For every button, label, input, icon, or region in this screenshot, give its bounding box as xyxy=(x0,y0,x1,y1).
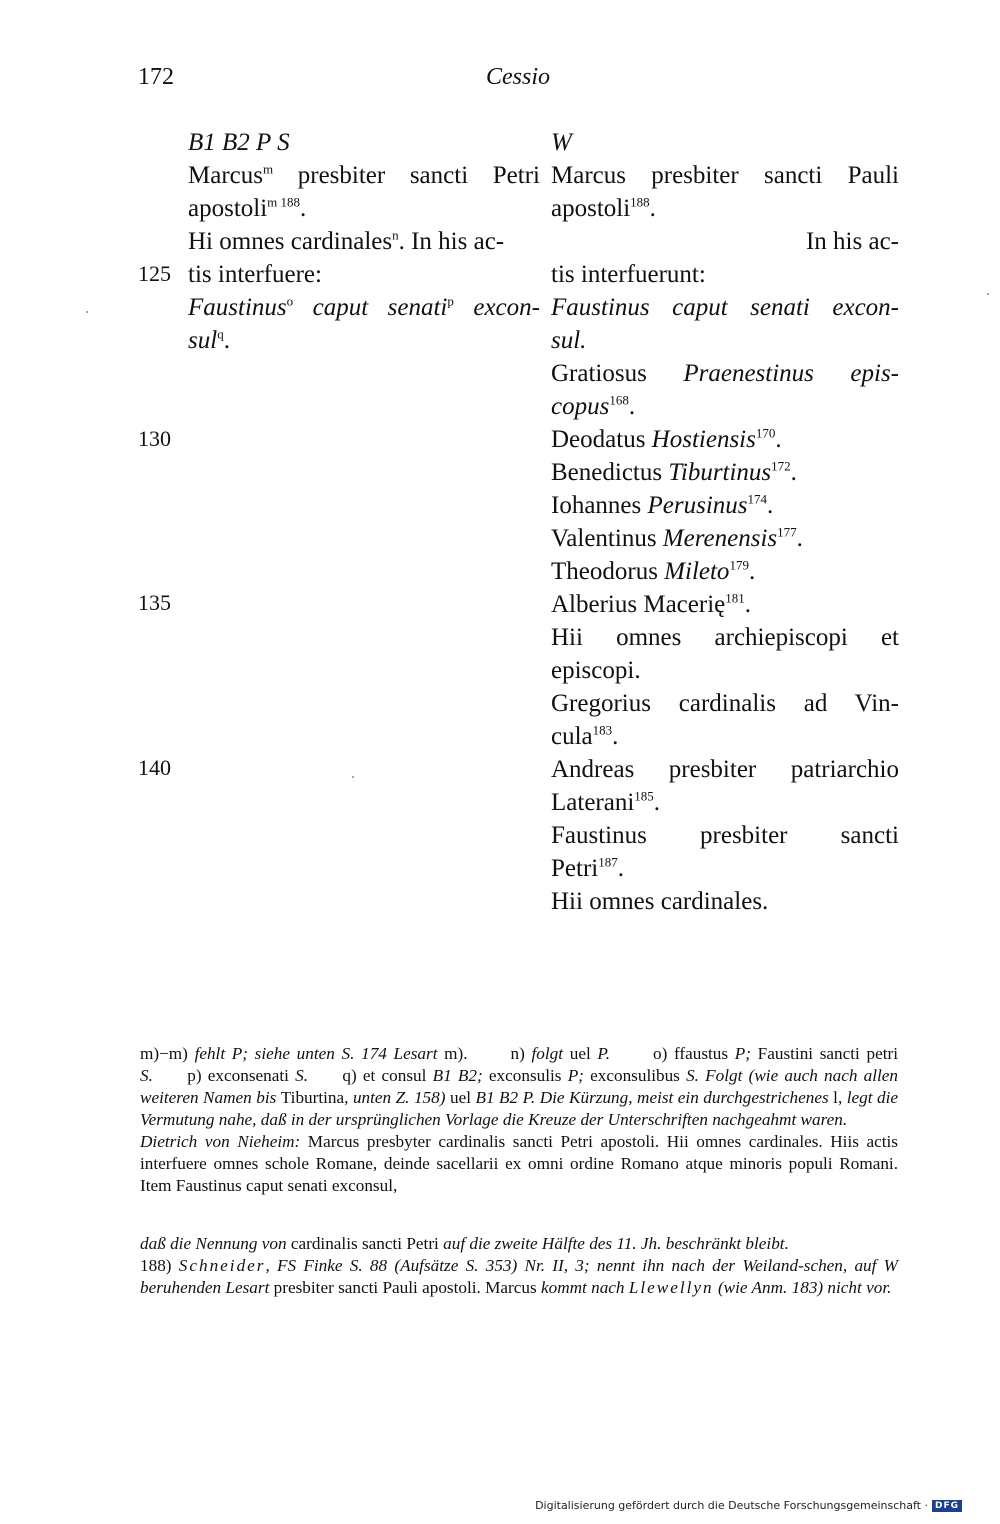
footnote-continuation: daß die Nennung von cardinalis sancti Petri auf die zweite Hälfte des 11. Jh. beschränkt bleibt. xyxy=(140,1234,789,1253)
right-line: apostoli$^{188}$. xyxy=(551,194,656,222)
right-line: Laterani$^{185}$. xyxy=(551,788,661,816)
left-line: apostoli$^{m 188}$. xyxy=(188,194,307,222)
right-line: Faustinus presbiter sancti xyxy=(551,822,899,849)
footnotes xyxy=(140,1233,898,1299)
left-line: Faustinus$^o$ caput senati$^p$ excon- xyxy=(188,293,540,321)
critical-apparatus xyxy=(140,1043,898,1197)
right-line: In his ac- xyxy=(805,228,899,255)
right-line: Benedictus Tiburtinus$^{172}$. xyxy=(551,458,797,486)
line-number-140: 140 xyxy=(138,755,171,780)
right-line: Alberius Macerię$^{181}$. xyxy=(551,590,751,618)
scan-speck xyxy=(987,293,989,295)
right-line: Gratiosus Praenestinus epis- xyxy=(551,360,899,387)
apparatus-paragraph: m)−m) fehlt P; siehe unten S. 174 Lesart m). n) folgt uel P. o) ffaustus P; Faustini sancti petri S. p) exconsenati S. q) et consul B1 B2; exconsulis P; exconsulibus S. Folgt (wie auch nach allen weiteren Namen bis Tiburtina, unten Z. 158) uel B1 B2 P. Die Kürzung, meist ein durchgestrichenes l, legt die Vermutung nahe, daß in der ursprünglichen Vorlage die Kreuze der Unterschriften nachgeahmt waren. xyxy=(140,1044,899,1129)
line-number-125: 125 xyxy=(138,261,171,286)
page-number: 172 xyxy=(138,64,174,90)
left-column xyxy=(188,126,540,357)
left-line: sul$^q$. xyxy=(188,326,230,354)
left-line: Hi omnes cardinales$^n$. In his ac- xyxy=(188,227,505,255)
right-line: episcopi. xyxy=(551,657,641,684)
right-line: Hii omnes cardinales. xyxy=(551,888,769,915)
right-siglum: W xyxy=(551,129,572,156)
dfg-logo: DFG xyxy=(932,1500,962,1512)
credit-text: Digitalisierung gefördert durch die Deutsche Forschungsgemeinschaft · xyxy=(535,1499,928,1512)
left-siglum: B1 B2 P S xyxy=(188,129,290,156)
digitization-credit xyxy=(535,1499,962,1512)
line-number-135: 135 xyxy=(138,590,171,615)
right-line: Iohannes Perusinus$^{174}$. xyxy=(551,491,774,519)
right-line: Theodorus Mileto$^{179}$. xyxy=(551,557,756,585)
scan-speck xyxy=(86,311,88,313)
right-line: Marcus presbiter sancti Pauli xyxy=(551,162,899,189)
right-line: Andreas presbiter patriarchio xyxy=(551,756,899,783)
apparatus-paragraph: Dietrich von Nieheim: Marcus presbyter cardinalis sancti Petri apostoli. Hii omnes cardinales. Hiis actis interfuere omnes schole Romane, deinde sacellarii ex omni ordine Romano atque minoris populi Romani. Item Faustinus caput senati exconsul, xyxy=(140,1132,898,1195)
right-line: Hii omnes archiepiscopi et xyxy=(551,624,899,651)
right-line: Petri$^{187}$. xyxy=(551,854,624,882)
right-line: Valentinus Merenensis$^{177}$. xyxy=(551,524,803,552)
left-line: tis interfuere: xyxy=(188,261,322,288)
right-line: cula$^{183}$. xyxy=(551,722,619,750)
right-line: Gregorius cardinalis ad Vin- xyxy=(551,690,899,717)
running-title: Cessio xyxy=(486,64,551,90)
right-line: Deodatus Hostiensis$^{170}$. xyxy=(551,425,782,453)
right-line: Faustinus caput senati excon- xyxy=(551,294,899,321)
right-column xyxy=(551,126,899,918)
right-line: sul. xyxy=(551,327,587,354)
right-line: tis interfuerunt: xyxy=(551,261,706,288)
scan-speck xyxy=(352,776,354,778)
footnote-188: 188) Schneider, FS Finke S. 88 (Aufsätze S. 353) Nr. II, 3; nennt ihn nach der Weiland-schen, auf W beruhenden Lesart presbiter sancti Pauli apostoli. Marcus kommt nach Llewellyn (wie Anm. 183) nicht vor. xyxy=(140,1256,898,1297)
right-line: copus$^{168}$. xyxy=(551,392,636,420)
left-line: Marcus$^m$ presbiter sancti Petri xyxy=(188,161,540,189)
line-number-130: 130 xyxy=(138,426,171,451)
